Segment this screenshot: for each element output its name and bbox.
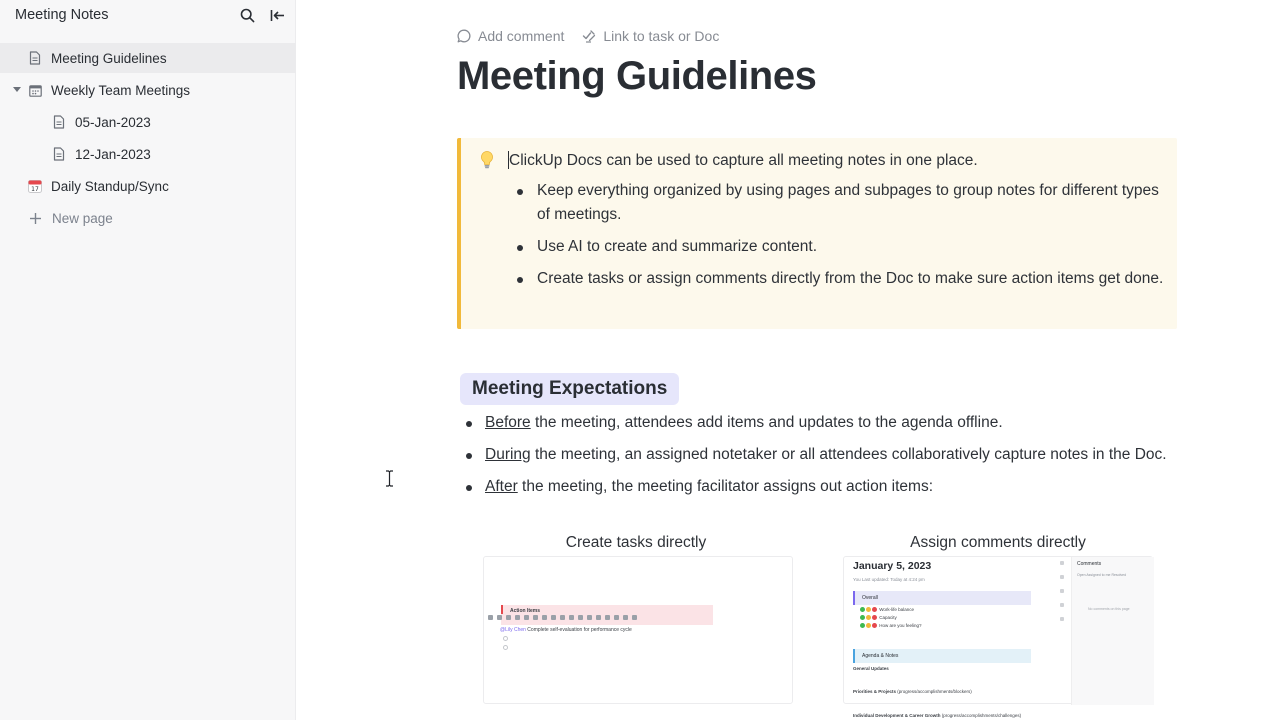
list-item[interactable]	[485, 411, 1185, 435]
plus-icon	[28, 210, 42, 226]
checkbox-icon	[503, 636, 508, 641]
mention: @Lily Chen	[500, 627, 526, 633]
sidebar-item-label: New page	[52, 210, 113, 226]
overall-row: Work-life balance	[860, 607, 914, 612]
comments-title: Comments	[1077, 561, 1102, 567]
calendar-emoji-icon	[28, 178, 42, 194]
document-icon	[28, 50, 42, 66]
priorities-line: Priorities & Projects (progress/accomplishments/blockers)	[853, 689, 972, 694]
calendar-icon	[28, 82, 42, 98]
add-comment-label: Add comment	[478, 28, 565, 44]
sidebar-item-daily-standup[interactable]	[0, 171, 296, 201]
create-tasks-image[interactable]	[483, 556, 793, 704]
sidebar-item-05-jan-2023[interactable]	[0, 107, 296, 137]
checkbox-icon	[503, 645, 508, 650]
lightbulb-icon	[479, 150, 495, 175]
image-caption: Assign comments directly	[910, 534, 1086, 551]
side-rail	[1060, 561, 1068, 631]
link-task-label: Link to task or Doc	[603, 28, 720, 44]
new-page-button[interactable]	[0, 203, 296, 233]
agenda-section: Agenda & Notes	[853, 649, 1031, 663]
search-icon[interactable]	[239, 7, 255, 23]
add-comment-button[interactable]	[457, 28, 564, 44]
document-icon	[52, 146, 66, 162]
task-line	[500, 627, 632, 633]
doc-date: January 5, 2023	[853, 560, 932, 572]
overall-row: Capacity	[860, 615, 897, 620]
doc-actions	[457, 28, 737, 44]
callout-list	[537, 179, 1167, 299]
sidebar-item-12-jan-2023[interactable]	[0, 139, 296, 169]
sidebar-item-label: 12-Jan-2023	[75, 146, 151, 162]
overall-row: How are you feeling?	[860, 623, 922, 628]
link-text[interactable]: After	[485, 478, 518, 495]
sidebar-item-label: Daily Standup/Sync	[51, 178, 169, 194]
sidebar-header	[15, 0, 285, 30]
image-caption: Create tasks directly	[565, 534, 707, 551]
svg-text:17: 17	[31, 186, 39, 194]
doc-area[interactable]	[297, 0, 1280, 720]
list-item[interactable]	[485, 443, 1185, 467]
section-heading[interactable]: Meeting Expectations	[460, 373, 679, 405]
sidebar-title: Meeting Notes	[15, 7, 109, 23]
general-updates: General Updates	[853, 666, 889, 671]
list-item[interactable]: Use AI to create and summarize content.	[537, 235, 1167, 259]
sidebar-item-label: Weekly Team Meetings	[51, 82, 191, 98]
sidebar-item-label: 05-Jan-2023	[75, 114, 151, 130]
action-items-heading: Action Items	[510, 608, 541, 614]
overall-section: Overall	[853, 591, 1031, 605]
task-text: Complete self-evaluation for performance cycle	[525, 627, 632, 633]
link-task-icon	[582, 29, 596, 43]
text-cursor-icon	[385, 470, 394, 492]
callout-block[interactable]	[457, 138, 1177, 329]
doc-meta: You Last updated: Today at 4:24 pm	[853, 577, 925, 582]
link-text[interactable]: Before	[485, 414, 531, 431]
sidebar	[0, 0, 296, 720]
list-item[interactable]: Create tasks or assign comments directly from the Doc to make sure action items get done.	[537, 267, 1167, 291]
comments-empty: No comments on this page	[1088, 607, 1130, 611]
page-title[interactable]: Meeting Guidelines	[457, 54, 817, 98]
collapse-sidebar-icon[interactable]	[269, 7, 285, 23]
list-item-text: the meeting, attendees add items and updates to the agenda offline.	[530, 414, 1003, 431]
callout-lead[interactable]: ClickUp Docs can be used to capture all meeting notes in one place.	[509, 152, 978, 169]
sidebar-item-label: Meeting Guidelines	[51, 50, 167, 66]
format-toolbar	[488, 615, 688, 623]
link-task-button[interactable]	[582, 28, 719, 44]
comment-icon	[457, 29, 471, 43]
expectations-list	[485, 411, 1185, 507]
sidebar-item-weekly-team-meetings[interactable]	[0, 75, 296, 105]
heading-marker	[501, 605, 503, 614]
list-item[interactable]	[485, 475, 1185, 499]
assign-comments-image[interactable]	[843, 556, 1153, 718]
list-item[interactable]: Keep everything organized by using pages and subpages to group notes for different types of meetings.	[537, 179, 1167, 227]
individual-line: Individual Development & Career Growth (progress/accomplishments/challenges)	[853, 713, 1022, 718]
list-item-text: the meeting, the meeting facilitator assigns out action items:	[517, 478, 934, 495]
sidebar-item-meeting-guidelines[interactable]	[0, 43, 296, 73]
list-item-text: the meeting, an assigned notetaker or all attendees collaboratively capture notes in the Doc.	[530, 446, 1167, 463]
link-text[interactable]: During	[485, 446, 531, 463]
document-icon	[52, 114, 66, 130]
comments-tabs: Open Assigned to me Resolved	[1077, 573, 1127, 577]
comments-panel	[1071, 557, 1154, 705]
chevron-down-icon[interactable]	[12, 85, 22, 95]
